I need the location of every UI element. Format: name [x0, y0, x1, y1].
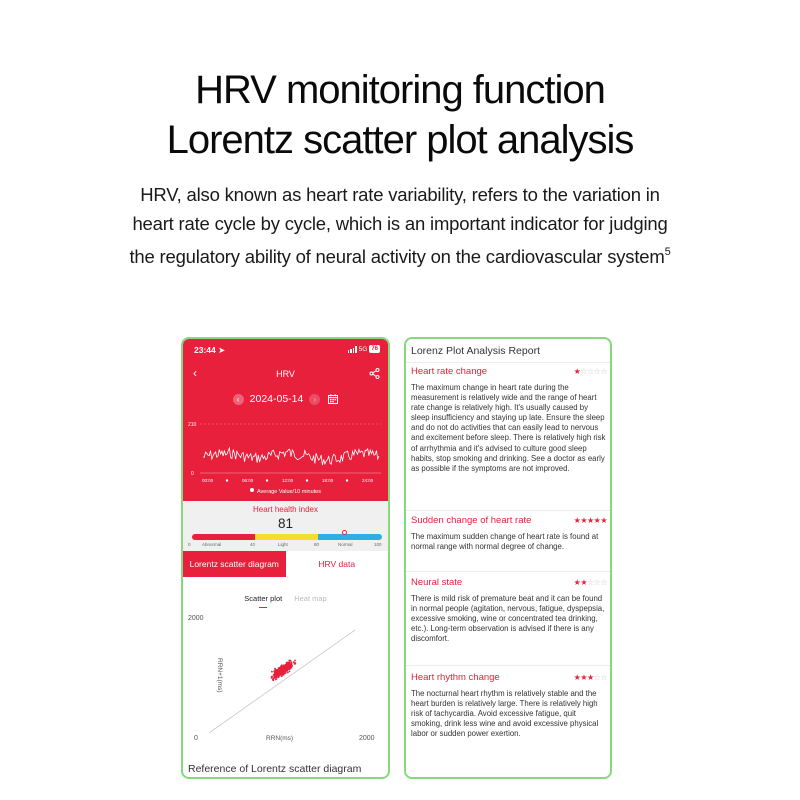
- scatter-point: [289, 661, 291, 663]
- subtab-heat-map[interactable]: Heat map: [294, 594, 327, 603]
- scatter-x-max: 2000: [359, 735, 375, 742]
- report-section-sudden-change: [411, 515, 607, 552]
- battery-icon: 76: [371, 346, 378, 352]
- tick-light: Light: [278, 542, 288, 547]
- tick-normal: Normal: [338, 542, 353, 547]
- scatter-panel: [183, 577, 388, 757]
- x-tick-label: 12:00: [282, 478, 294, 483]
- next-date-button[interactable]: ›: [309, 394, 320, 405]
- x-axis-dot: [306, 479, 308, 481]
- section-title: Heart rhythm change: [411, 672, 500, 683]
- rating-stars-icon: ★★☆☆☆: [573, 578, 607, 587]
- prev-date-button[interactable]: ‹: [233, 394, 244, 405]
- signal-icon: [348, 346, 357, 353]
- back-chevron-icon[interactable]: ‹: [193, 366, 197, 380]
- scatter-point: [286, 665, 288, 667]
- health-range-bar: [192, 534, 382, 540]
- intro-text: HRV, also known as heart rate variability, refers to the variation in heart rate cycle by cycle, which is an important indicator for judging the regulatory ability of neural activity on the cardiovascular system: [129, 184, 668, 267]
- scatter-point: [275, 679, 277, 681]
- scatter-point: [288, 660, 290, 662]
- scatter-point: [289, 671, 291, 673]
- headline-line-1: HRV monitoring function: [195, 68, 605, 112]
- status-time: [194, 345, 225, 356]
- phone-screenshot: [181, 337, 390, 779]
- date-selector: [183, 393, 388, 405]
- divider: [406, 665, 610, 666]
- x-tick-label: 18:00: [322, 478, 334, 483]
- identity-line: [209, 630, 355, 733]
- scatter-point: [289, 668, 291, 670]
- lorentz-scatter-plot: [183, 577, 388, 757]
- intro-paragraph: [120, 180, 680, 271]
- section-title: Heart rate change: [411, 366, 488, 377]
- scatter-point: [275, 674, 277, 676]
- scatter-point: [276, 670, 278, 672]
- x-tick-label: 06:00: [242, 478, 254, 483]
- legend-dot-icon: [250, 488, 254, 492]
- status-time-text: 23:44: [194, 345, 216, 355]
- scatter-point: [275, 677, 277, 679]
- subtab-scatter-plot[interactable]: Scatter plot: [244, 594, 283, 603]
- section-body: The maximum change in heart rate during the measurement is relatively wide and the range of heart rate change is relatively high. It's usually caused by sleep insufficiency and staying up late. Ensure the sleep and do not do activities that can easily lead to nervous and excitement before sleep. There is relatively high risk of arrhythmia and it's advised to culture good sleep habits, stop smoking and drinking. See a doctor as early as possible if the symptoms are not improved.: [411, 383, 606, 473]
- scatter-point: [294, 663, 296, 665]
- tick-40: 40: [250, 542, 256, 547]
- scatter-point: [289, 665, 291, 667]
- scatter-point: [288, 667, 290, 669]
- scatter-point: [290, 661, 292, 663]
- scatter-point: [283, 667, 285, 669]
- tab-lorentz-scatter[interactable]: Lorentz scatter diagram: [183, 551, 286, 577]
- tick-abnormal: Abnormal: [202, 542, 222, 547]
- rating-stars-icon: ★☆☆☆☆: [573, 367, 607, 376]
- scatter-point: [274, 672, 276, 674]
- view-tabs: [183, 551, 388, 577]
- section-body: There is mild risk of premature beat and it can be found in normal people (agitation, nervous, fatigue, dyspepsia, excessive smoking, wine or concentrated tea drinking, etc.). Long-term observation is advised if there is any discomfort.: [411, 594, 605, 644]
- chart-y-bottom: 0: [191, 471, 194, 477]
- intro-footnote: 5: [664, 246, 671, 258]
- scatter-point: [286, 663, 288, 665]
- section-title: Sudden change of heart rate: [411, 515, 532, 526]
- date-value: 2024-05-14: [249, 393, 304, 405]
- report-section-heart-rate-change: [411, 366, 607, 474]
- hrv-header-panel: [183, 339, 388, 501]
- report-title: Lorenz Plot Analysis Report: [411, 345, 540, 357]
- hrv-line-chart: [183, 415, 388, 487]
- x-axis-dot: [266, 479, 268, 481]
- health-marker: [342, 530, 347, 535]
- tick-0: 0: [188, 542, 191, 547]
- tick-100: 100: [374, 542, 382, 547]
- range-light: [255, 534, 318, 540]
- health-value: 81: [277, 516, 294, 531]
- scatter-point: [280, 668, 282, 670]
- figure-caption: Reference of Lorentz scatter diagram: [188, 763, 362, 775]
- range-normal: [318, 534, 382, 540]
- section-title: Neural state: [411, 577, 463, 588]
- divider: [406, 510, 610, 511]
- status-indicators: [348, 345, 380, 353]
- scatter-point: [287, 672, 289, 674]
- network-label: 5G: [358, 345, 368, 353]
- x-axis-dot: [346, 479, 348, 481]
- chart-legend: [183, 488, 388, 495]
- scatter-point: [278, 669, 280, 671]
- rating-stars-icon: ★★★★★: [573, 516, 607, 525]
- scatter-y-max: 2000: [188, 615, 204, 622]
- scatter-y-label: RRN+1(ms): [216, 658, 223, 693]
- health-title: Heart health index: [253, 505, 318, 514]
- tick-80: 80: [314, 542, 320, 547]
- scatter-y-min: 0: [194, 735, 198, 742]
- section-body: The nocturnal heart rhythm is relatively stable and the heart burden is relatively large. There is relatively high risk of tachycardia. Avoid excessive fatigue, quit smoking, drink less wine and avoid excessive physical labor or sudden power exertion.: [411, 689, 599, 739]
- hrv-series-line: [203, 448, 379, 465]
- report-section-heart-rhythm: [411, 672, 607, 739]
- scatter-point: [286, 670, 287, 671]
- x-axis-dot: [226, 479, 228, 481]
- scatter-point: [272, 678, 274, 680]
- scatter-point: [294, 660, 296, 662]
- scatter-point: [271, 676, 273, 678]
- headline-line-2: Lorentz scatter plot analysis: [166, 118, 634, 162]
- analysis-report-panel: [404, 337, 612, 779]
- divider: [406, 571, 610, 572]
- calendar-icon[interactable]: [328, 394, 338, 404]
- range-abnormal: [192, 534, 255, 540]
- x-tick-label: 24:00: [362, 478, 374, 483]
- location-arrow-icon: ➤: [218, 345, 226, 355]
- scatter-x-label: RRN(ms): [266, 735, 294, 742]
- scatter-point: [291, 665, 293, 667]
- scatter-point: [271, 671, 273, 673]
- heart-health-index: [183, 501, 388, 551]
- share-icon[interactable]: [369, 368, 380, 379]
- section-body: The maximum sudden change of heart rate is found at normal range with normal degree of change.: [411, 532, 599, 552]
- scatter-point: [279, 673, 281, 675]
- scatter-point: [285, 672, 287, 674]
- legend-text: Average Value/10 minutes: [256, 489, 321, 495]
- chart-y-top: 210: [188, 422, 197, 428]
- tab-hrv-data[interactable]: HRV data: [286, 551, 389, 577]
- rating-stars-icon: ★★★☆☆: [573, 673, 607, 682]
- scatter-point: [281, 671, 283, 673]
- report-section-neural-state: [411, 577, 607, 644]
- x-tick-label: 00:00: [202, 478, 214, 483]
- scatter-point: [281, 666, 283, 668]
- page-title: HRV: [276, 369, 295, 379]
- scatter-points: [271, 660, 297, 682]
- scatter-point: [278, 676, 280, 678]
- scatter-point: [286, 668, 287, 669]
- divider: [406, 362, 610, 363]
